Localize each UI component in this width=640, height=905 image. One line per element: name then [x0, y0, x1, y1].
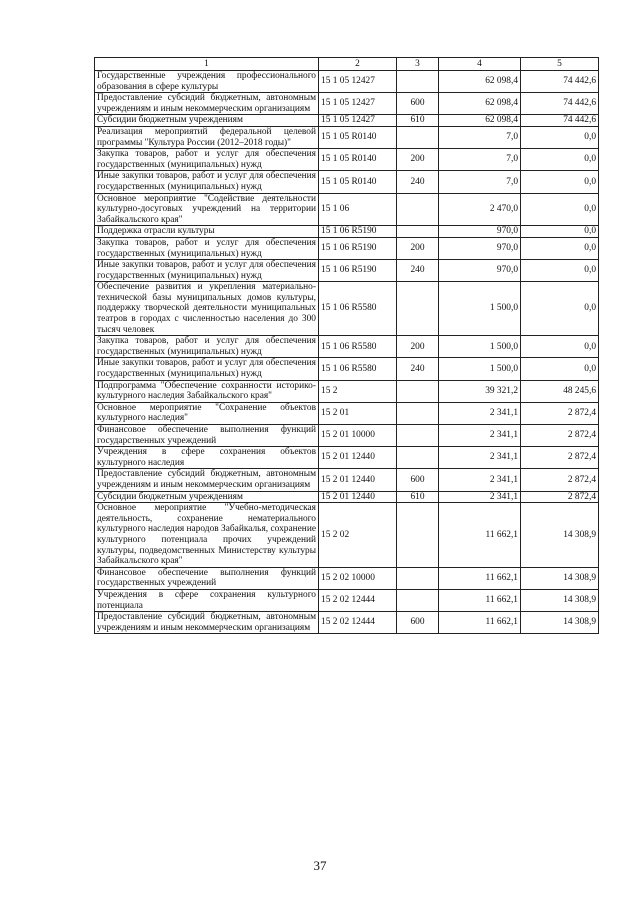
row-value-col4-cell: 2 470,0 — [439, 193, 521, 226]
row-expense-type-cell: 600 — [397, 93, 439, 115]
table-row — [95, 260, 599, 282]
table-row — [95, 336, 599, 358]
row-code-cell: 15 2 01 12440 — [319, 469, 397, 491]
row-code-cell: 15 2 02 12444 — [319, 589, 397, 611]
row-value-col4-cell: 62 098,4 — [439, 71, 521, 93]
row-expense-type-cell: 610 — [397, 491, 439, 503]
row-value-col5-cell: 2 872,4 — [521, 447, 599, 469]
table-row — [95, 402, 599, 424]
row-value-col4-cell: 1 500,0 — [439, 336, 521, 358]
table-row — [95, 567, 599, 589]
budget-table — [94, 57, 599, 634]
row-value-col4-cell: 1 500,0 — [439, 358, 521, 380]
row-value-col5-cell: 0,0 — [521, 260, 599, 282]
row-value-col5-cell: 0,0 — [521, 126, 599, 148]
row-value-col4-cell: 2 341,1 — [439, 425, 521, 447]
row-value-col4-cell: 62 098,4 — [439, 115, 521, 127]
row-value-col4-cell: 11 662,1 — [439, 612, 521, 634]
row-value-col5-cell: 0,0 — [521, 358, 599, 380]
row-expense-type-cell — [397, 226, 439, 238]
row-code-cell: 15 2 — [319, 380, 397, 402]
row-value-col4-cell: 970,0 — [439, 260, 521, 282]
row-code-cell: 15 1 06 R5580 — [319, 282, 397, 336]
row-code-cell: 15 1 05 12427 — [319, 115, 397, 127]
row-name-cell: Иные закупки товаров, работ и услуг для обеспечения государственных (муниципальных) нужд — [95, 260, 319, 282]
row-name-cell: Предоставление субсидий бюджетным, автономным учреждениям и иным некоммерческим организациям — [95, 612, 319, 634]
row-value-col5-cell: 74 442,6 — [521, 93, 599, 115]
table-row — [95, 447, 599, 469]
row-name-cell: Предоставление субсидий бюджетным, автономным учреждениям и иным некоммерческим организациям — [95, 469, 319, 491]
row-value-col5-cell: 2 872,4 — [521, 491, 599, 503]
row-value-col4-cell: 2 341,1 — [439, 491, 521, 503]
table-row — [95, 71, 599, 93]
row-value-col5-cell: 14 308,9 — [521, 612, 599, 634]
row-value-col5-cell: 0,0 — [521, 171, 599, 193]
row-name-cell: Государственные учреждения профессионального образования в сфере культуры — [95, 71, 319, 93]
row-code-cell: 15 1 05 R0140 — [319, 126, 397, 148]
row-code-cell: 15 1 05 12427 — [319, 93, 397, 115]
table-row — [95, 93, 599, 115]
row-name-cell: Субсидии бюджетным учреждениям — [95, 115, 319, 127]
row-value-col5-cell: 48 245,6 — [521, 380, 599, 402]
row-name-cell: Реализация мероприятий федеральной целевой программы "Культура России (2012–2018 годы)" — [95, 126, 319, 148]
row-name-cell: Иные закупки товаров, работ и услуг для обеспечения государственных (муниципальных) нужд — [95, 358, 319, 380]
row-code-cell: 15 2 01 12440 — [319, 491, 397, 503]
table-row — [95, 469, 599, 491]
row-code-cell: 15 2 02 12444 — [319, 612, 397, 634]
row-value-col4-cell: 11 662,1 — [439, 567, 521, 589]
row-expense-type-cell — [397, 402, 439, 424]
row-code-cell: 15 2 01 10000 — [319, 425, 397, 447]
table-row — [95, 226, 599, 238]
row-value-col4-cell: 2 341,1 — [439, 447, 521, 469]
row-value-col4-cell: 7,0 — [439, 126, 521, 148]
row-code-cell: 15 1 06 R5580 — [319, 358, 397, 380]
row-value-col5-cell: 2 872,4 — [521, 402, 599, 424]
row-code-cell: 15 1 06 R5190 — [319, 226, 397, 238]
row-name-cell: Поддержка отрасли культуры — [95, 226, 319, 238]
table-row — [95, 171, 599, 193]
table-row — [95, 425, 599, 447]
row-code-cell: 15 1 06 — [319, 193, 397, 226]
row-value-col5-cell: 2 872,4 — [521, 425, 599, 447]
row-code-cell: 15 1 06 R5580 — [319, 336, 397, 358]
row-value-col5-cell: 74 442,6 — [521, 71, 599, 93]
table-row — [95, 193, 599, 226]
row-value-col5-cell: 0,0 — [521, 282, 599, 336]
header-col-5: 5 — [521, 58, 599, 71]
table-row — [95, 491, 599, 503]
row-code-cell: 15 2 02 — [319, 503, 397, 568]
row-value-col4-cell: 970,0 — [439, 237, 521, 259]
table-row — [95, 115, 599, 127]
header-col-2: 2 — [319, 58, 397, 71]
table-row — [95, 358, 599, 380]
row-expense-type-cell: 600 — [397, 612, 439, 634]
row-value-col5-cell: 14 308,9 — [521, 567, 599, 589]
row-name-cell: Обеспечение развития и укрепления материально-технической базы муниципальных домов культуры, поддержку творческой деятельности муниципальных театров в городах с численностью населения до 300 тысяч человек — [95, 282, 319, 336]
row-name-cell: Иные закупки товаров, работ и услуг для обеспечения государственных (муниципальных) нужд — [95, 171, 319, 193]
table-row — [95, 282, 599, 336]
table-row — [95, 612, 599, 634]
row-name-cell: Финансовое обеспечение выполнения функций государственных учреждений — [95, 425, 319, 447]
row-code-cell: 15 2 01 12440 — [319, 447, 397, 469]
row-expense-type-cell — [397, 193, 439, 226]
row-expense-type-cell — [397, 282, 439, 336]
row-name-cell: Закупка товаров, работ и услуг для обеспечения государственных (муниципальных) нужд — [95, 336, 319, 358]
table-row — [95, 589, 599, 611]
row-expense-type-cell — [397, 589, 439, 611]
row-name-cell: Субсидии бюджетным учреждениям — [95, 491, 319, 503]
row-code-cell: 15 2 02 10000 — [319, 567, 397, 589]
row-name-cell: Закупка товаров, работ и услуг для обеспечения государственных (муниципальных) нужд — [95, 237, 319, 259]
row-expense-type-cell: 610 — [397, 115, 439, 127]
row-expense-type-cell: 240 — [397, 260, 439, 282]
row-expense-type-cell — [397, 447, 439, 469]
row-expense-type-cell — [397, 126, 439, 148]
row-value-col5-cell: 14 308,9 — [521, 503, 599, 568]
table-row — [95, 237, 599, 259]
row-name-cell: Учреждения в сфере сохранения объектов культурного наследия — [95, 447, 319, 469]
row-value-col4-cell: 1 500,0 — [439, 282, 521, 336]
table-row — [95, 149, 599, 171]
row-value-col5-cell: 0,0 — [521, 226, 599, 238]
row-expense-type-cell — [397, 71, 439, 93]
row-expense-type-cell — [397, 503, 439, 568]
row-value-col5-cell: 14 308,9 — [521, 589, 599, 611]
row-value-col4-cell: 2 341,1 — [439, 469, 521, 491]
row-expense-type-cell — [397, 380, 439, 402]
row-code-cell: 15 2 01 — [319, 402, 397, 424]
row-expense-type-cell: 600 — [397, 469, 439, 491]
row-name-cell: Закупка товаров, работ и услуг для обеспечения государственных (муниципальных) нужд — [95, 149, 319, 171]
row-value-col5-cell: 0,0 — [521, 193, 599, 226]
row-value-col5-cell: 0,0 — [521, 237, 599, 259]
page-number: 37 — [313, 858, 327, 873]
row-value-col5-cell: 2 872,4 — [521, 469, 599, 491]
row-name-cell: Финансовое обеспечение выполнения функций государственных учреждений — [95, 567, 319, 589]
row-name-cell: Основное мероприятие "Сохранение объектов культурного наследия" — [95, 402, 319, 424]
row-code-cell: 15 1 06 R5190 — [319, 237, 397, 259]
row-value-col4-cell: 62 098,4 — [439, 93, 521, 115]
row-code-cell: 15 1 06 R5190 — [319, 260, 397, 282]
row-value-col5-cell: 0,0 — [521, 336, 599, 358]
row-value-col4-cell: 2 341,1 — [439, 402, 521, 424]
table-row — [95, 380, 599, 402]
row-value-col4-cell: 7,0 — [439, 149, 521, 171]
row-expense-type-cell: 200 — [397, 237, 439, 259]
row-expense-type-cell: 240 — [397, 171, 439, 193]
row-expense-type-cell: 200 — [397, 149, 439, 171]
header-col-3: 3 — [397, 58, 439, 71]
row-code-cell: 15 1 05 12427 — [319, 71, 397, 93]
row-code-cell: 15 1 05 R0140 — [319, 149, 397, 171]
table-row — [95, 126, 599, 148]
row-name-cell: Предоставление субсидий бюджетным, автономным учреждениям и иным некоммерческим организациям — [95, 93, 319, 115]
table-header-row — [95, 58, 599, 71]
row-code-cell: 15 1 05 R0140 — [319, 171, 397, 193]
row-expense-type-cell — [397, 567, 439, 589]
row-expense-type-cell: 240 — [397, 358, 439, 380]
row-name-cell: Основное мероприятие "Содействие деятельности культурно-досуговых учреждений на территории Забайкальского края" — [95, 193, 319, 226]
row-value-col5-cell: 0,0 — [521, 149, 599, 171]
row-name-cell: Подпрограмма "Обеспечение сохранности историко-культурного наследия Забайкальского края" — [95, 380, 319, 402]
row-name-cell: Основное мероприятие "Учебно-методическая деятельность, сохранение нематериального культурного наследия народов Забайкалья, сохранение культурного потенциала прочих учреждений культуры, подведомственных Министерству культуры Забайкальского края" — [95, 503, 319, 568]
row-value-col4-cell: 11 662,1 — [439, 589, 521, 611]
row-value-col4-cell: 970,0 — [439, 226, 521, 238]
row-value-col4-cell: 7,0 — [439, 171, 521, 193]
row-name-cell: Учреждения в сфере сохранения культурного потенциала — [95, 589, 319, 611]
row-expense-type-cell: 200 — [397, 336, 439, 358]
row-expense-type-cell — [397, 425, 439, 447]
row-value-col4-cell: 39 321,2 — [439, 380, 521, 402]
table-row — [95, 503, 599, 568]
row-value-col4-cell: 11 662,1 — [439, 503, 521, 568]
row-value-col5-cell: 74 442,6 — [521, 115, 599, 127]
header-col-1: 1 — [95, 58, 319, 71]
header-col-4: 4 — [439, 58, 521, 71]
